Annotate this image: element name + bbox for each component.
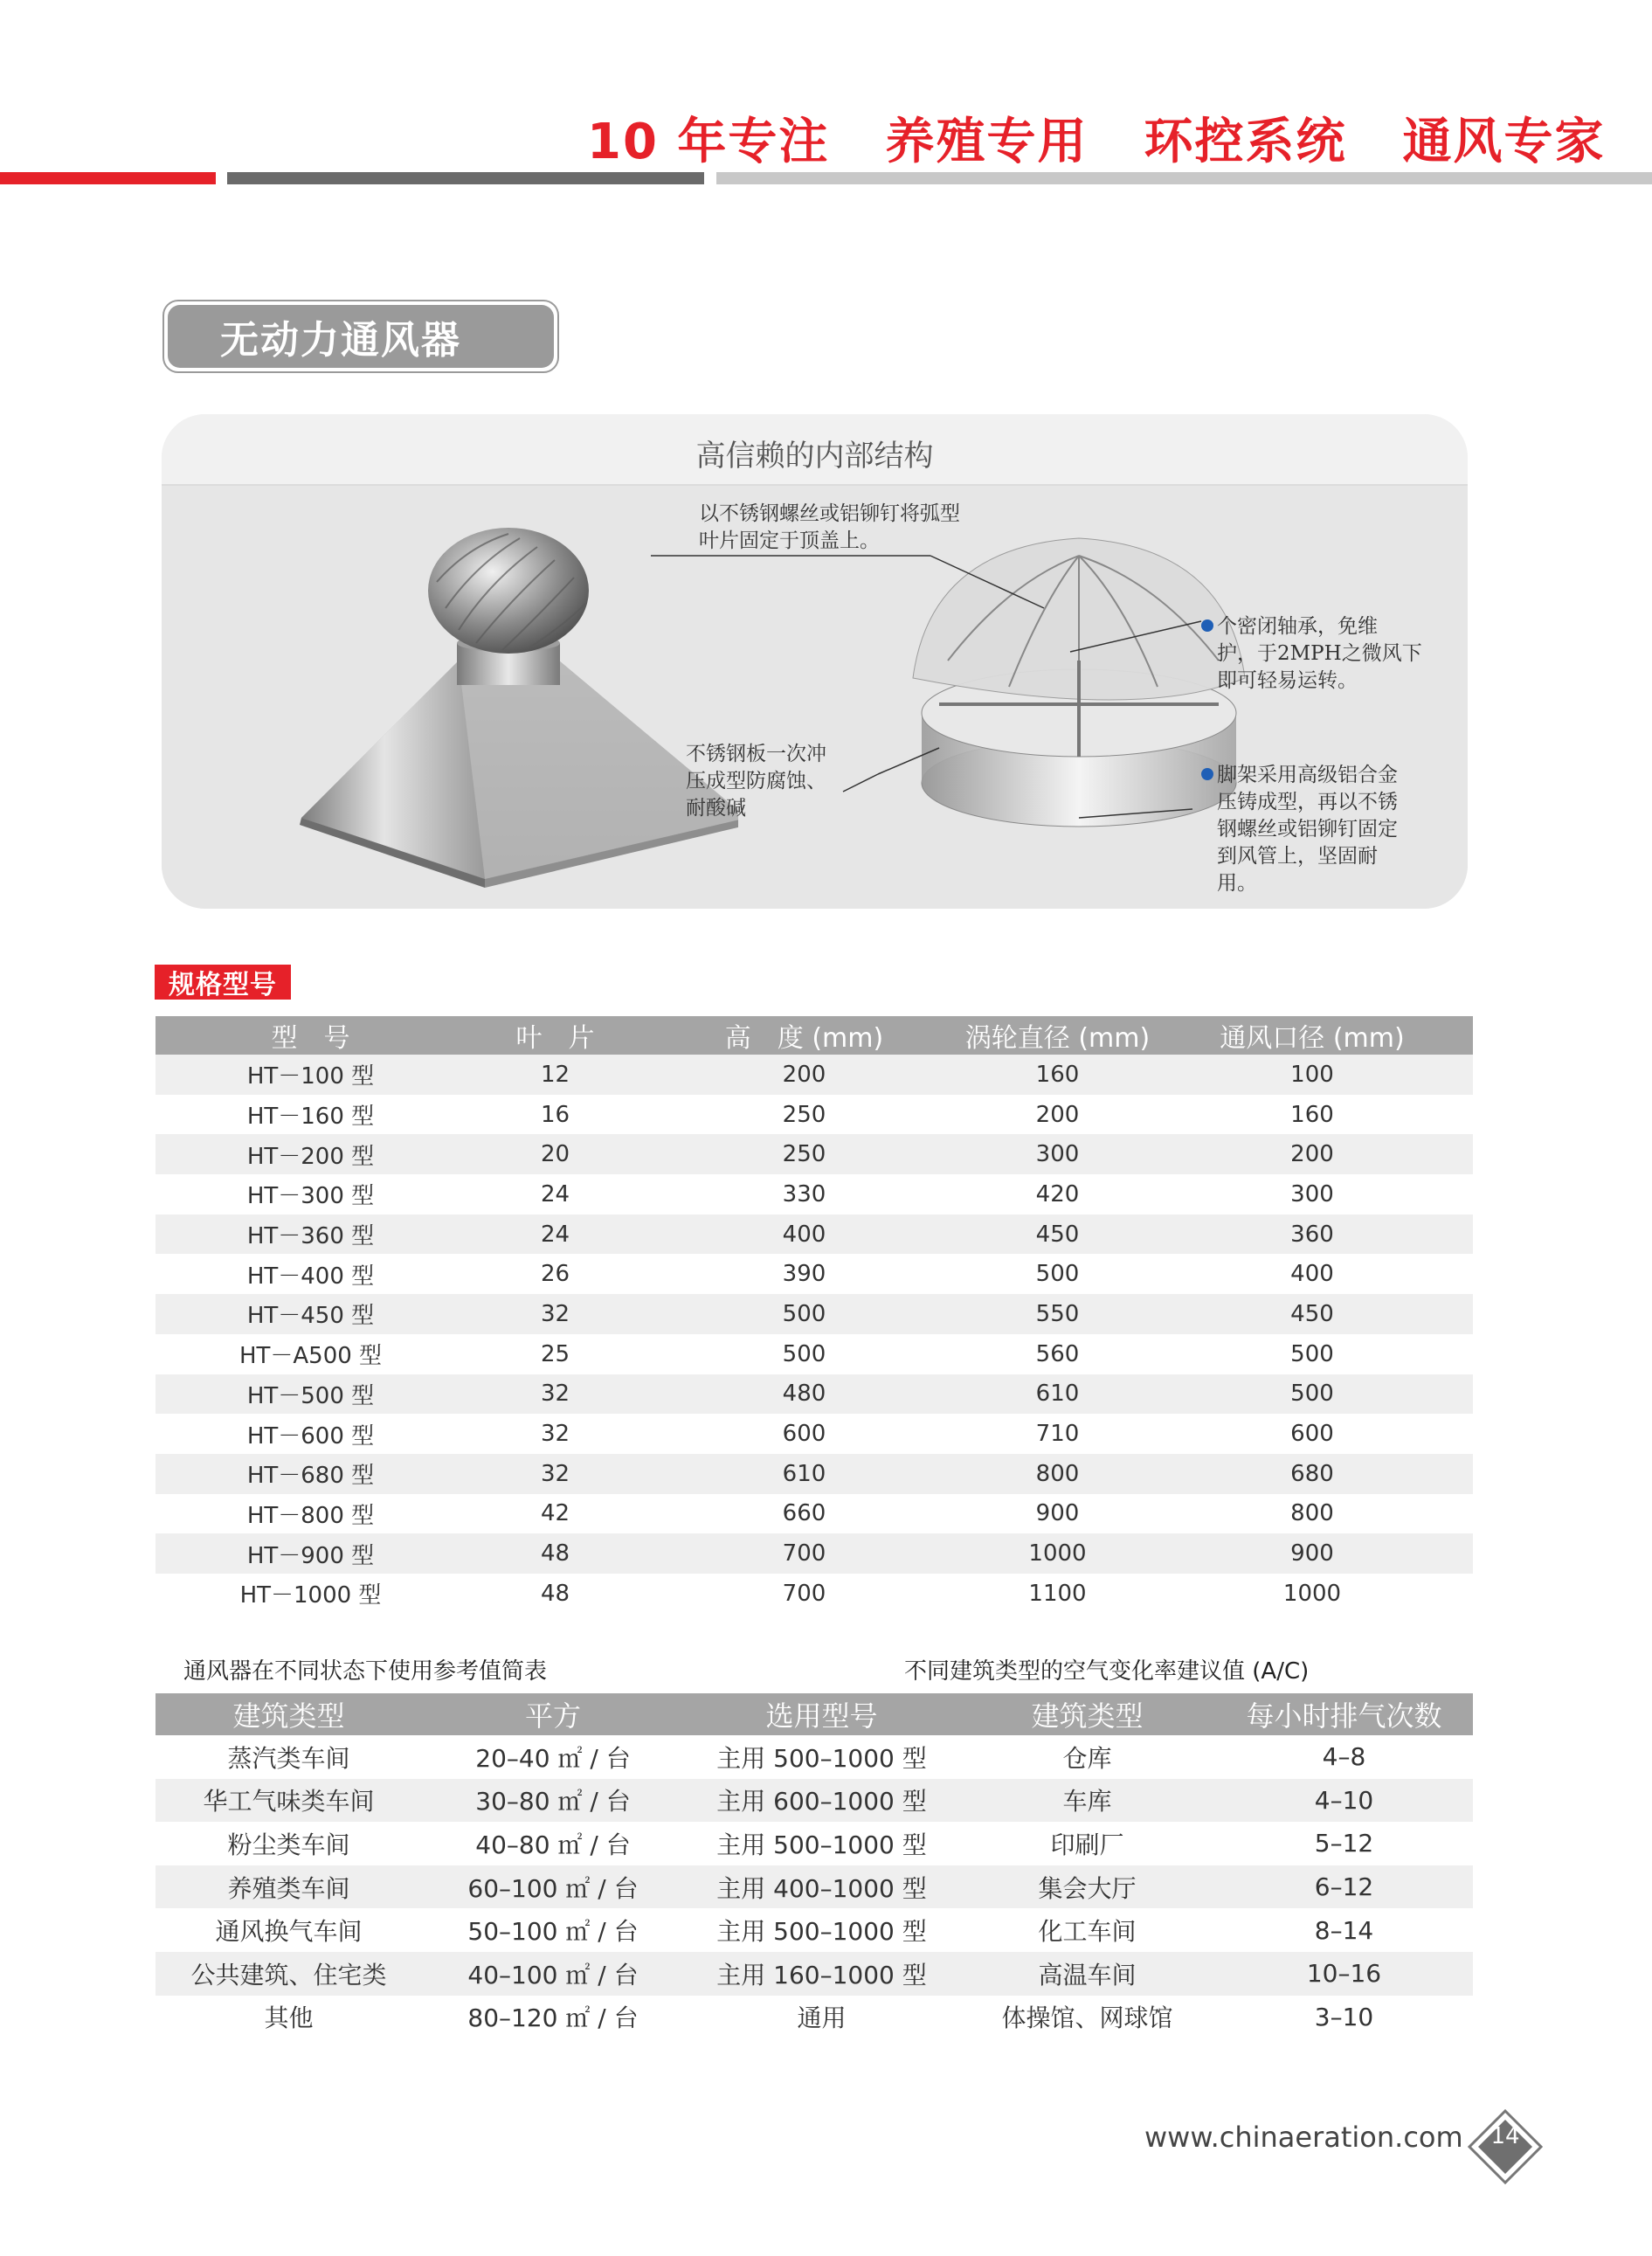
table-cell: 主用 160–1000 型 [684, 1952, 959, 1996]
table-cell: 通风换气车间 [156, 1908, 422, 1952]
table-cell: 体操馆、网球馆 [959, 1996, 1215, 2039]
table-cell: 50–100 ㎡ / 台 [422, 1908, 684, 1952]
table-row [156, 1494, 1473, 1534]
table-cell: 粉尘类车间 [156, 1822, 422, 1865]
table-cell: 480 [645, 1374, 964, 1415]
table-cell: HT－800 型 [156, 1494, 466, 1534]
table-cell: 160 [964, 1055, 1151, 1095]
table-cell: 10–16 [1215, 1952, 1473, 1996]
reference-caption-right: 不同建筑类型的空气变化率建议值 (A/C) [904, 1658, 1310, 1685]
table-cell: HT－200 型 [156, 1134, 466, 1174]
table-cell: 24 [466, 1174, 645, 1215]
note-bearing-text: 个密闭轴承，免维 护，于2MPH之微风下 即可轻易运转。 [1217, 615, 1422, 692]
table-cell: 1000 [964, 1533, 1151, 1574]
table-cell: 6–12 [1215, 1865, 1473, 1909]
table-cell: 42 [466, 1494, 645, 1534]
table-cell: 450 [1151, 1294, 1473, 1334]
table-cell: HT－A500 型 [156, 1334, 466, 1374]
footer-website: www.chinaeration.com [1144, 2121, 1463, 2154]
table-cell: 1100 [964, 1574, 1151, 1614]
note-frame [1201, 762, 1398, 897]
table-cell: 主用 600–1000 型 [684, 1779, 959, 1823]
table-cell: 26 [466, 1254, 645, 1294]
table-cell: 主用 400–1000 型 [684, 1865, 959, 1909]
header-bar-red [0, 172, 216, 184]
table-cell: 300 [1151, 1174, 1473, 1215]
table-cell: 通用 [684, 1996, 959, 2039]
slogan-2: 养殖专用 [885, 114, 1089, 170]
table-cell: 30–80 ㎡ / 台 [422, 1779, 684, 1823]
table-cell: 高温车间 [959, 1952, 1215, 1996]
table-row [156, 1908, 1473, 1952]
table-cell: 4–8 [1215, 1735, 1473, 1779]
table-cell: 养殖类车间 [156, 1865, 422, 1909]
table-cell: 3–10 [1215, 1996, 1473, 2039]
table-cell: 32 [466, 1414, 645, 1454]
table-cell: 700 [645, 1574, 964, 1614]
table-row [156, 1454, 1473, 1494]
table-cell: 330 [645, 1174, 964, 1215]
structure-panel-body [162, 486, 1468, 909]
table-cell: 900 [1151, 1533, 1473, 1574]
table-cell: HT－1000 型 [156, 1574, 466, 1614]
table-row [156, 1414, 1473, 1454]
table-cell: 300 [964, 1134, 1151, 1174]
table-cell: 主用 500–1000 型 [684, 1735, 959, 1779]
table-cell: 化工车间 [959, 1908, 1215, 1952]
table-cell: 公共建筑、住宅类 [156, 1952, 422, 1996]
spec-header-height: 高 度 (mm) [645, 1016, 964, 1055]
table-row [156, 1533, 1473, 1574]
table-cell: 主用 500–1000 型 [684, 1908, 959, 1952]
table-cell: 主用 500–1000 型 [684, 1822, 959, 1865]
table-cell: 蒸汽类车间 [156, 1735, 422, 1779]
table-cell: 集会大厅 [959, 1865, 1215, 1909]
ref-header-model: 选用型号 [684, 1693, 959, 1735]
spec-table [156, 1016, 1473, 1614]
reference-table-header [156, 1693, 1473, 1735]
table-cell: 其他 [156, 1996, 422, 2039]
table-cell: 680 [1151, 1454, 1473, 1494]
table-cell: HT－900 型 [156, 1533, 466, 1574]
spec-header-outlet: 通风口径 (mm) [1151, 1016, 1473, 1055]
spec-header-turbine: 涡轮直径 (mm) [964, 1016, 1151, 1055]
table-cell: 32 [466, 1454, 645, 1494]
table-cell: HT－400 型 [156, 1254, 466, 1294]
table-row [156, 1779, 1473, 1823]
table-cell: HT－160 型 [156, 1095, 466, 1135]
table-cell: 200 [964, 1095, 1151, 1135]
table-cell: 1000 [1151, 1574, 1473, 1614]
table-cell: 610 [645, 1454, 964, 1494]
table-cell: 160 [1151, 1095, 1473, 1135]
note-bearing [1201, 613, 1422, 695]
bullet-icon [1201, 619, 1213, 632]
table-cell: 800 [1151, 1494, 1473, 1534]
table-cell: 500 [645, 1334, 964, 1374]
table-cell: 5–12 [1215, 1822, 1473, 1865]
table-cell: 60–100 ㎡ / 台 [422, 1865, 684, 1909]
table-cell: 250 [645, 1095, 964, 1135]
structure-panel-header [162, 414, 1468, 486]
table-cell: 48 [466, 1533, 645, 1574]
table-row [156, 1294, 1473, 1334]
table-cell: 600 [1151, 1414, 1473, 1454]
table-cell: 20 [466, 1134, 645, 1174]
table-cell: 4–10 [1215, 1779, 1473, 1823]
structure-title: 高信赖的内部结构 [695, 439, 934, 474]
header-bar-dark [227, 172, 704, 184]
table-cell: 450 [964, 1215, 1151, 1255]
table-cell: 600 [645, 1414, 964, 1454]
table-cell: 24 [466, 1215, 645, 1255]
table-cell: 25 [466, 1334, 645, 1374]
table-cell: 250 [645, 1134, 964, 1174]
ref-header-building: 建筑类型 [156, 1693, 422, 1735]
table-row [156, 1735, 1473, 1779]
table-cell: 仓库 [959, 1735, 1215, 1779]
table-cell: 80–120 ㎡ / 台 [422, 1996, 684, 2039]
table-cell: 560 [964, 1334, 1151, 1374]
table-cell: 200 [645, 1055, 964, 1095]
ref-header-area: 平方 [422, 1693, 684, 1735]
table-cell: HT－300 型 [156, 1174, 466, 1215]
table-cell: HT－600 型 [156, 1414, 466, 1454]
table-row [156, 1334, 1473, 1374]
note-frame-text: 脚架采用高级铝合金 压铸成型，再以不锈 钢螺丝或铝铆钉固定 到风管上，坚固耐 用。 [1217, 764, 1398, 895]
table-row [156, 1134, 1473, 1174]
table-cell: HT－450 型 [156, 1294, 466, 1334]
spec-badge: 规格型号 [155, 965, 291, 1000]
table-row [156, 1952, 1473, 1996]
ref-header-air-changes: 每小时排气次数 [1215, 1693, 1473, 1735]
table-cell: 900 [964, 1494, 1151, 1534]
header-slogan [587, 103, 1605, 173]
table-cell: 500 [645, 1294, 964, 1334]
table-cell: 48 [466, 1574, 645, 1614]
table-cell: 16 [466, 1095, 645, 1135]
table-cell: HT－360 型 [156, 1215, 466, 1255]
table-cell: 400 [1151, 1254, 1473, 1294]
table-cell: 100 [1151, 1055, 1473, 1095]
section-title: 无动力通风器 [168, 305, 554, 368]
table-row [156, 1254, 1473, 1294]
table-cell: HT－500 型 [156, 1374, 466, 1415]
table-cell: 12 [466, 1055, 645, 1095]
table-cell: 400 [645, 1215, 964, 1255]
table-cell: 360 [1151, 1215, 1473, 1255]
table-cell: 550 [964, 1294, 1151, 1334]
table-cell: 660 [645, 1494, 964, 1534]
table-cell: 32 [466, 1374, 645, 1415]
table-cell: 700 [645, 1533, 964, 1574]
note-base-plate: 不锈钢板一次冲 压成型防腐蚀、 耐酸碱 [686, 743, 826, 820]
page-number: 14 [1490, 2123, 1520, 2149]
table-cell: 420 [964, 1174, 1151, 1215]
reference-caption-left: 通风器在不同状态下使用参考值简表 [183, 1658, 548, 1685]
table-row [156, 1174, 1473, 1215]
section-title-pill [162, 300, 559, 373]
table-cell: 500 [964, 1254, 1151, 1294]
note-blades: 以不锈钢螺丝或铝铆钉将弧型 叶片固定于顶盖上。 [699, 502, 960, 552]
spec-header-model: 型 号 [156, 1016, 466, 1055]
slogan-1: 10 年专注 [587, 114, 830, 170]
table-row [156, 1996, 1473, 2039]
table-row [156, 1215, 1473, 1255]
header-bar-light [716, 172, 1652, 184]
table-row [156, 1095, 1473, 1135]
table-row [156, 1822, 1473, 1865]
ref-header-building-2: 建筑类型 [959, 1693, 1215, 1735]
table-row [156, 1055, 1473, 1095]
table-cell: 800 [964, 1454, 1151, 1494]
table-cell: HT－680 型 [156, 1454, 466, 1494]
table-cell: 40–80 ㎡ / 台 [422, 1822, 684, 1865]
table-row [156, 1865, 1473, 1909]
table-cell: 32 [466, 1294, 645, 1334]
slogan-3: 环控系统 [1144, 114, 1347, 170]
table-cell: 710 [964, 1414, 1151, 1454]
table-cell: 40–100 ㎡ / 台 [422, 1952, 684, 1996]
reference-table [156, 1693, 1473, 2038]
table-cell: 20–40 ㎡ / 台 [422, 1735, 684, 1779]
table-cell: 车库 [959, 1779, 1215, 1823]
slogan-4: 通风专家 [1402, 114, 1606, 170]
table-cell: 390 [645, 1254, 964, 1294]
bullet-icon [1201, 768, 1213, 780]
table-cell: 500 [1151, 1334, 1473, 1374]
spec-table-header [156, 1016, 1473, 1055]
table-row [156, 1374, 1473, 1415]
structure-panel [162, 414, 1468, 909]
table-cell: 印刷厂 [959, 1822, 1215, 1865]
table-row [156, 1574, 1473, 1614]
table-cell: 500 [1151, 1374, 1473, 1415]
table-cell: 610 [964, 1374, 1151, 1415]
table-cell: 200 [1151, 1134, 1473, 1174]
table-cell: 8–14 [1215, 1908, 1473, 1952]
table-cell: HT－100 型 [156, 1055, 466, 1095]
spec-header-blades: 叶 片 [466, 1016, 645, 1055]
table-cell: 华工气味类车间 [156, 1779, 422, 1823]
